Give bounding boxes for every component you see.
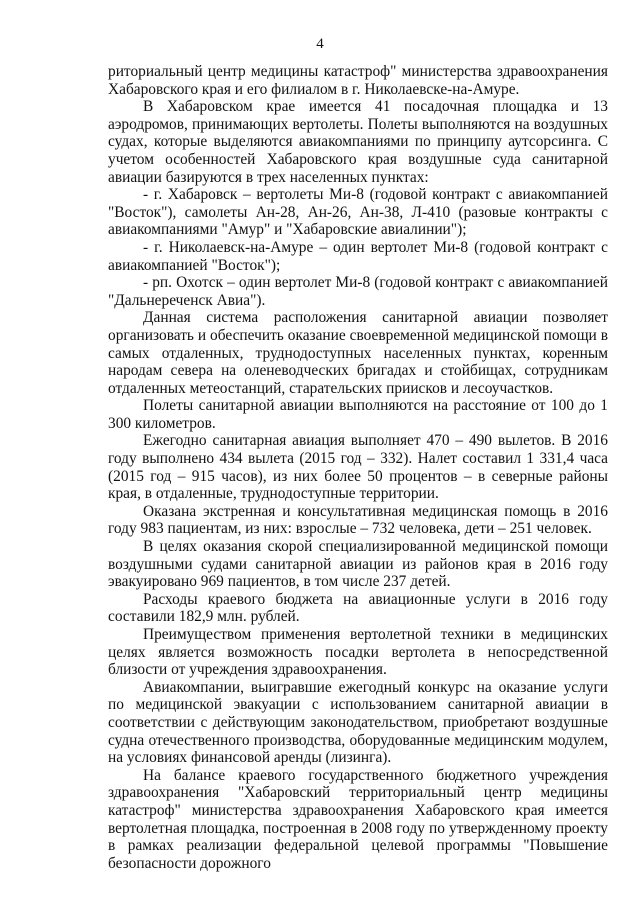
list-item-khabarovsk: - г. Хабаровск – вертолеты Ми-8 (годовой контракт с авиакомпанией "Восток"), самолеты Ан-28, Ан-26, Ан-38, Л-410 (разовые контракты с авиакомпаниями "Амур" и "Хабаровские авиалинии");	[108, 186, 608, 239]
paragraph-annual-flights: Ежегодно санитарная авиация выполняет 470 – 490 вылетов. В 2016 году выполнено 434 вылета (2015 год – 332). Налет составил 1 331,4 часа (2015 год – 915 часов), из них более 50 процентов – в северные районы края, в отдаленные, труднодоступные территории.	[108, 432, 608, 503]
paragraph-evacuated: В целях оказания скорой специализированной медицинской помощи воздушными судами санитарной авиации из районов края в 2016 году эвакуировано 969 пациентов, в том числе 237 детей.	[108, 538, 608, 591]
paragraph-flight-distance: Полеты санитарной авиации выполняются на расстояние от 100 до 1 300 километров.	[108, 397, 608, 432]
page-number: 4	[316, 36, 324, 52]
paragraph-system-description: Данная система расположения санитарной авиации позволяет организовать и обеспечить оказание своевременной медицинской помощи в самых отдаленных, труднодоступных населенных пунктах, коренным народам севера на оленеводческих бригадах и стойбищах, сотрудникам отдаленных метеостанций, старательских приисков и лесоучастков.	[108, 309, 608, 397]
document-body	[108, 63, 608, 872]
list-item-okhotsk: - рп. Охотск – один вертолет Ми-8 (годовой контракт с авиакомпанией "Дальнереченск Авиа").	[108, 274, 608, 309]
paragraph-helicopter-advantage: Преимуществом применения вертолетной техники в медицинских целях является возможность посадки вертолета в непосредственной близости от учреждения здравоохранения.	[108, 626, 608, 679]
paragraph-landing-sites: В Хабаровском крае имеется 41 посадочная площадка и 13 аэродромов, принимающих вертолеты. Полеты выполняются на воздушных судах, которые выделяются авиакомпаниями по принципу аутсорсинга. С учетом особенностей Хабаровского края воздушные суда санитарной авиации базируются в трех населенных пунктах:	[108, 98, 608, 186]
paragraph-budget-expenses: Расходы краевого бюджета на авиационные услуги в 2016 году составили 182,9 млн. рублей.	[108, 590, 608, 626]
paragraph-airline-leasing: Авиакомпании, выигравшие ежегодный конкурс на оказание услуги по медицинской эвакуации с использованием санитарной авиации в соответствии с действующим законодательством, приобретают воздушные судна отечественного производства, оборудованные медицинским модулем, на условиях финансовой аренды (лизинга).	[108, 678, 608, 767]
paragraph-continuation: риториальный центр медицины катастроф" министерства здравоохранения Хабаровского края и его филиалом в г. Николаевске-на-Амуре.	[108, 63, 608, 98]
list-item-nikolaevsk: - г. Николаевск-на-Амуре – один вертолет Ми-8 (годовой контракт с авиакомпанией "Восток");	[108, 238, 608, 274]
paragraph-helipad: На балансе краевого государственного бюджетного учреждения здравоохранения "Хабаровский территориальный центр медицины катастроф" министерства здравоохранения Хабаровского края имеется вертолетная площадка, построенная в 2008 году по утвержденному проекту в рамках реализации федеральной целевой программы "Повышение безопасности дорожного	[108, 766, 608, 872]
paragraph-patients-helped: Оказана экстренная и консультативная медицинская помощь в 2016 году 983 пациентам, из них: взрослые – 732 человека, дети – 251 человек.	[108, 502, 608, 538]
